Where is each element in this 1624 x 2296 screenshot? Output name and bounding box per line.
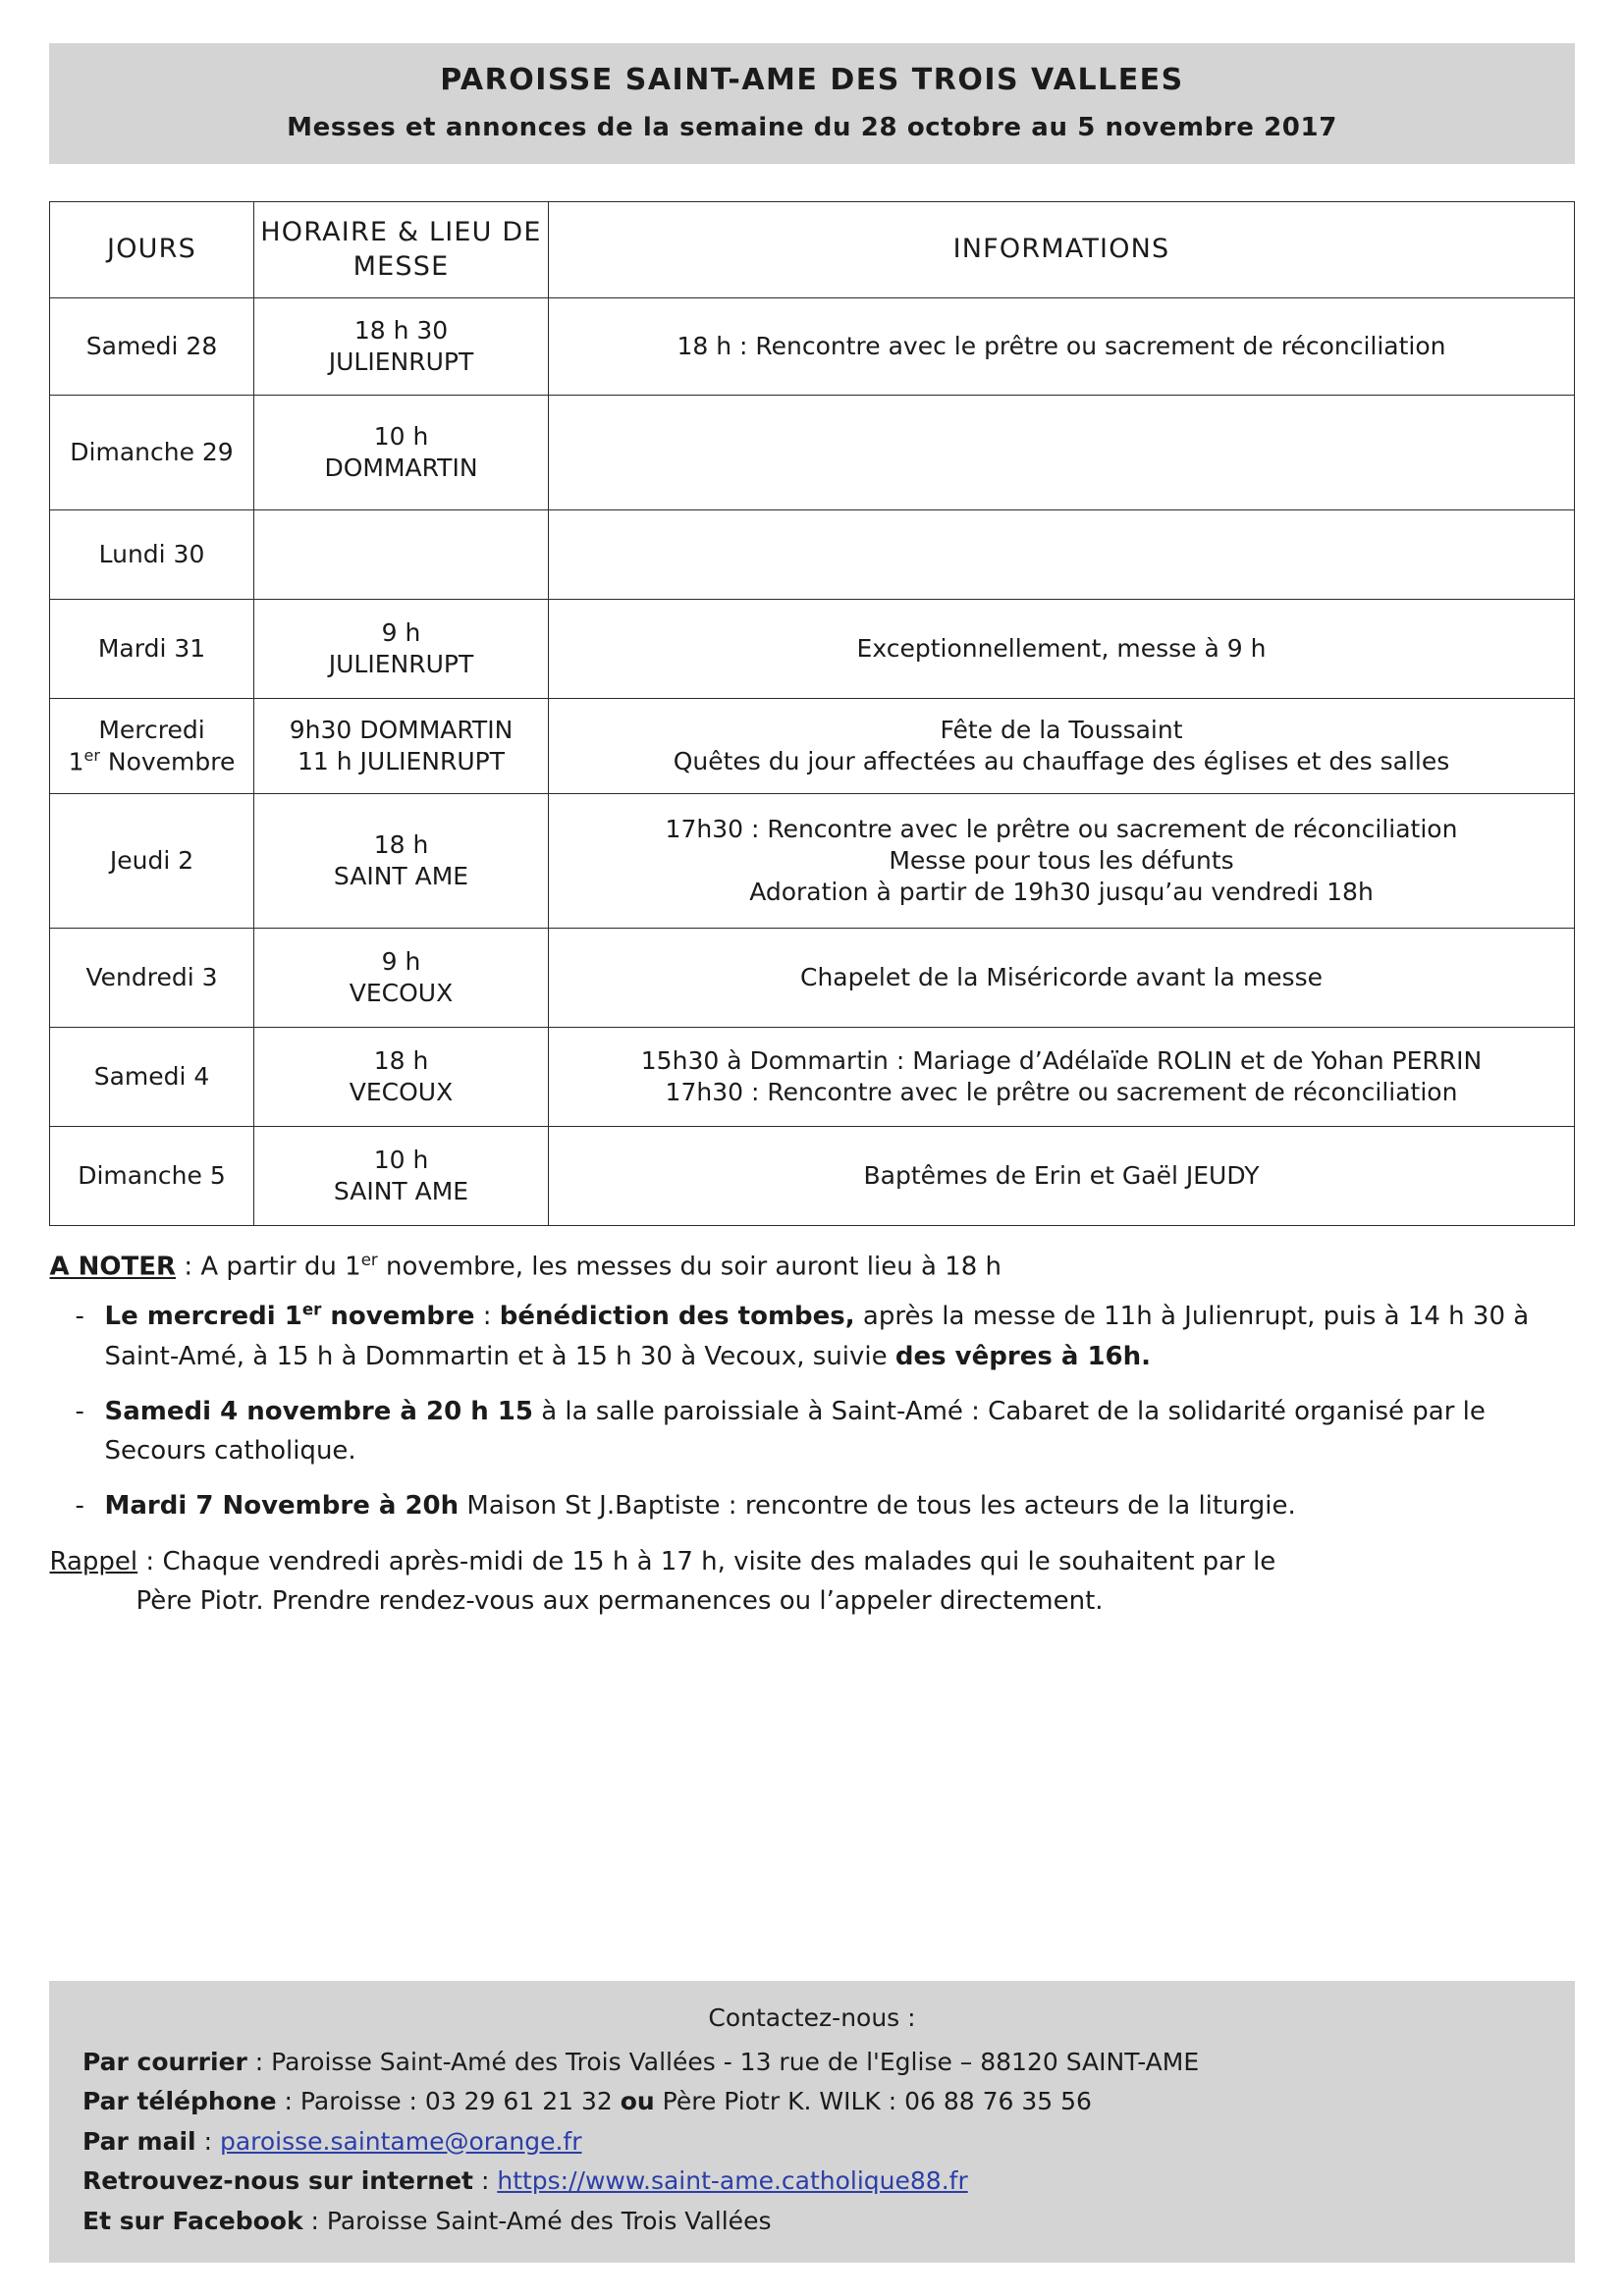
row-time-line: 18 h 30 xyxy=(353,316,449,346)
row-day: Jeudi 2 xyxy=(50,794,254,929)
row-info xyxy=(549,699,1575,794)
row-time-line: 11 h JULIENRUPT xyxy=(297,747,506,776)
rappel-label: Rappel xyxy=(49,1546,138,1576)
row-time-line: SAINT AME xyxy=(333,1177,469,1206)
page-subtitle: Messes et annonces de la semaine du 28 octobre au 5 novembre 2017 xyxy=(287,113,1337,142)
row-info-line: Fête de la Toussaint xyxy=(940,716,1183,745)
row-time-line: 10 h xyxy=(373,422,429,452)
row-info xyxy=(549,396,1575,510)
row-day xyxy=(50,699,254,794)
contact-phone-bold: ou xyxy=(620,2087,655,2115)
website-link[interactable]: https://www.saint-ame.catholique88.fr xyxy=(497,2166,968,2195)
contact-phone-label: Par téléphone xyxy=(82,2087,277,2115)
list-item xyxy=(50,1486,1575,1525)
row-time-line: 9h30 DOMMARTIN xyxy=(289,716,514,745)
row-day: Samedi 4 xyxy=(50,1028,254,1127)
row-info xyxy=(549,298,1575,396)
contact-email-line xyxy=(82,2122,1542,2163)
row-info xyxy=(549,1127,1575,1226)
contact-phone-text-2: Père Piotr K. WILK : 06 88 76 35 56 xyxy=(654,2087,1092,2115)
row-time-line: SAINT AME xyxy=(333,862,469,891)
bullet-1-bold-2: novembre xyxy=(321,1302,475,1332)
column-header-time xyxy=(254,202,549,298)
bullet-1-bold-4: des vêpres à 16h. xyxy=(894,1341,1152,1371)
contact-title: Contactez-nous : xyxy=(708,2003,916,2032)
row-time-line: 18 h xyxy=(373,1046,429,1076)
row-info xyxy=(549,510,1575,600)
contact-web-line xyxy=(82,2162,1542,2202)
mass-schedule-table xyxy=(49,201,1575,1226)
bullet-1-rest-1: après la messe de 11h à Julienrupt, puis à 14 h 30 à Saint-Amé, à 15 h à Dommartin et à 15 h 30 à Vecoux, suivie xyxy=(104,1302,1530,1371)
contact-email-label: Par mail xyxy=(82,2126,196,2156)
row-info-line: Adoration à partir de 19h30 jusqu’au vendredi 18h xyxy=(749,878,1374,907)
a-noter-label: A NOTER xyxy=(49,1252,177,1282)
row-time-line: JULIENRUPT xyxy=(328,650,474,679)
table-row xyxy=(50,1028,1575,1127)
contact-email-sep: : xyxy=(195,2126,220,2156)
list-item xyxy=(50,1392,1575,1471)
row-info-line: Baptêmes de Erin et Gaël JEUDY xyxy=(863,1161,1260,1191)
contact-facebook-line xyxy=(82,2202,1542,2242)
row-time-line: 9 h xyxy=(381,947,421,977)
column-header-time-line2: LIEU DE MESSE xyxy=(352,217,542,282)
bullet-1-mid: : xyxy=(474,1302,500,1332)
email-link[interactable]: paroisse.saintame@orange.fr xyxy=(219,2126,582,2156)
row-info-line: 18 h : Rencontre avec le prêtre ou sacrement de réconciliation xyxy=(677,332,1446,361)
table-header xyxy=(50,202,1575,298)
bullet-1-bold-1: Le mercredi 1 xyxy=(104,1302,302,1332)
contact-web-label: Retrouvez-nous sur internet xyxy=(82,2166,474,2195)
contact-footer xyxy=(49,1981,1575,2263)
row-time-line: 10 h xyxy=(373,1146,429,1175)
row-info-line: Chapelet de la Miséricorde avant la messe xyxy=(800,963,1323,992)
row-info xyxy=(549,794,1575,929)
table-body xyxy=(50,298,1575,1226)
header-banner xyxy=(49,43,1575,164)
row-day: Dimanche 29 xyxy=(50,396,254,510)
contact-facebook-text: : Paroisse Saint-Amé des Trois Vallées xyxy=(302,2206,772,2235)
row-time xyxy=(254,929,549,1028)
row-info-line: 15h30 à Dommartin : Mariage d’Adélaïde ROLIN et de Yohan PERRIN xyxy=(640,1046,1483,1076)
row-day-line: Mercredi xyxy=(98,715,205,744)
row-info-line: 17h30 : Rencontre avec le prêtre ou sacrement de réconciliation xyxy=(665,1078,1458,1107)
contact-mail-text: : Paroisse Saint-Amé des Trois Vallées - 13 rue de l'Eglise – 88120 SAINT-AME xyxy=(246,2047,1200,2076)
a-noter-text-1: : A partir du 1 xyxy=(176,1252,361,1282)
table-row xyxy=(50,600,1575,699)
row-info xyxy=(549,929,1575,1028)
row-time xyxy=(254,1028,549,1127)
bullet-2-bold-1: Samedi 4 novembre à 20 h 15 xyxy=(104,1396,533,1426)
row-time-line: VECOUX xyxy=(349,979,454,1008)
notes-bullet-list xyxy=(50,1297,1575,1525)
bullet-3-rest-1: Maison St J.Baptiste : rencontre de tous les acteurs de la liturgie. xyxy=(459,1491,1296,1522)
row-info-line: Quêtes du jour affectées au chauffage des églises et des salles xyxy=(673,747,1450,776)
a-noter-text-2: novembre, les messes du soir auront lieu à 18 h xyxy=(377,1252,1002,1282)
table-header-row xyxy=(50,202,1575,298)
ordinal-suffix: er xyxy=(83,745,100,765)
page-title: PAROISSE SAINT-AME DES TROIS VALLEES xyxy=(440,63,1184,97)
row-day-line2: 1er Novembre xyxy=(68,745,236,776)
row-day: Dimanche 5 xyxy=(50,1127,254,1226)
row-info-line: Messe pour tous les défunts xyxy=(889,846,1234,876)
row-time-line: 9 h xyxy=(381,618,421,648)
row-info-line: 17h30 : Rencontre avec le prêtre ou sacrement de réconciliation xyxy=(665,815,1458,844)
notes-section xyxy=(50,1248,1575,1621)
table-row xyxy=(50,298,1575,396)
row-day: Lundi 30 xyxy=(50,510,254,600)
row-time-line: DOMMARTIN xyxy=(324,454,478,483)
contact-phone-text: : Paroisse : 03 29 61 21 32 xyxy=(276,2087,621,2115)
bullet-2-rest-1: à la salle paroissiale à Saint-Amé : Cabaret de la solidarité organisé par le Secours catholique. xyxy=(104,1396,1486,1467)
bullet-1-sup: er xyxy=(301,1300,322,1319)
table-row xyxy=(50,396,1575,510)
row-info xyxy=(549,600,1575,699)
contact-web-sep: : xyxy=(473,2166,498,2195)
row-time xyxy=(254,396,549,510)
row-time xyxy=(254,794,549,929)
table-row xyxy=(50,1127,1575,1226)
a-noter-sup: er xyxy=(360,1251,378,1270)
column-header-time-line1: HORAIRE & xyxy=(260,217,420,247)
a-noter-line xyxy=(50,1248,1575,1287)
contact-phone-line xyxy=(82,2082,1542,2122)
table-row xyxy=(50,699,1575,794)
rappel-text: : Chaque vendredi après-midi de 15 h à 17 h, visite des malades qui le souhaitent par le xyxy=(137,1546,1276,1576)
contact-mail-line xyxy=(82,2043,1542,2083)
row-time-line: VECOUX xyxy=(349,1078,454,1107)
bullet-dash-icon: - xyxy=(75,1396,84,1426)
bullet-dash-icon: - xyxy=(75,1302,84,1332)
column-header-info: INFORMATIONS xyxy=(549,202,1575,298)
row-time xyxy=(254,1127,549,1226)
row-time-line: 18 h xyxy=(373,830,429,860)
row-time-line: JULIENRUPT xyxy=(328,347,474,377)
row-info xyxy=(549,1028,1575,1127)
table-row xyxy=(50,929,1575,1028)
rappel-text-2: Père Piotr. Prendre rendez-vous aux permanences ou l’appeler directement. xyxy=(135,1586,1104,1617)
row-day: Vendredi 3 xyxy=(50,929,254,1028)
list-item xyxy=(50,1297,1575,1376)
bullet-3-bold-1: Mardi 7 Novembre à 20h xyxy=(104,1491,460,1522)
row-time xyxy=(254,298,549,396)
row-time xyxy=(254,600,549,699)
column-header-days: JOURS xyxy=(50,202,254,298)
table-row xyxy=(50,794,1575,929)
row-info-line: Exceptionnellement, messe à 9 h xyxy=(856,634,1267,664)
row-time xyxy=(254,699,549,794)
bullet-dash-icon: - xyxy=(75,1491,84,1522)
bullet-1-bold-3: bénédiction des tombes, xyxy=(499,1302,855,1332)
table-row xyxy=(50,510,1575,600)
contact-facebook-label: Et sur Facebook xyxy=(82,2206,303,2235)
row-time xyxy=(254,510,549,600)
row-day: Mardi 31 xyxy=(50,600,254,699)
contact-mail-label: Par courrier xyxy=(82,2047,247,2076)
row-day: Samedi 28 xyxy=(50,298,254,396)
rappel-block xyxy=(50,1542,1575,1622)
